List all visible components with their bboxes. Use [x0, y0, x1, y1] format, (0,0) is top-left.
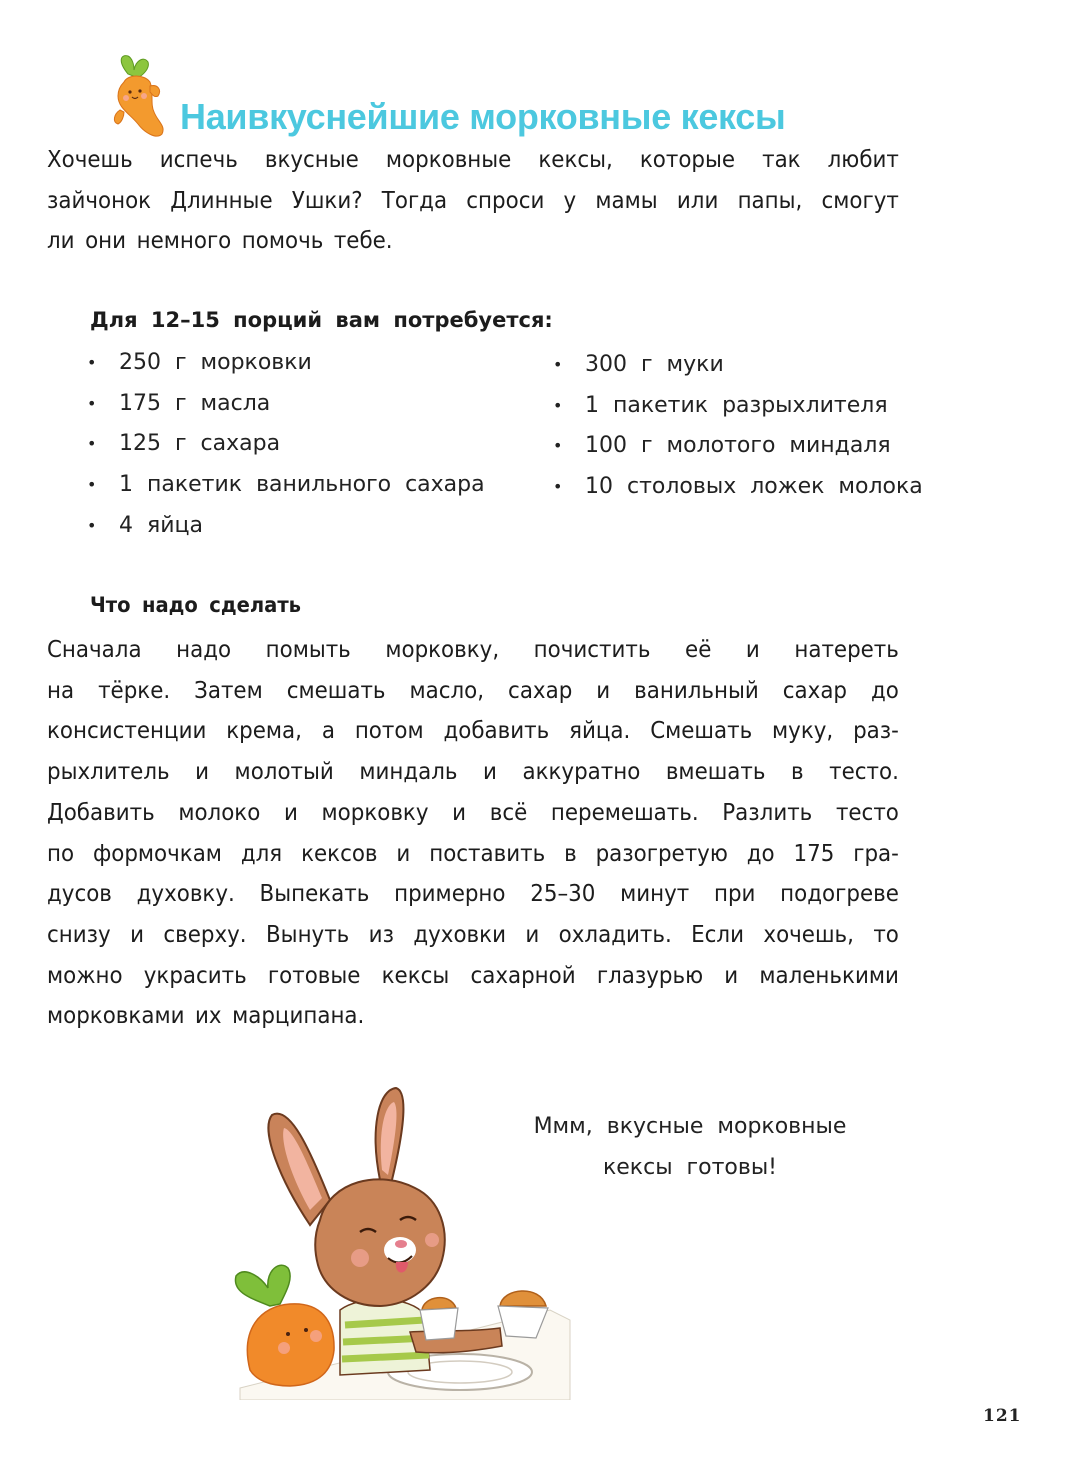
- recipe-title-row: [104, 52, 904, 142]
- steps-line: можно украсить готовые кексы сахарной глазурью и маленькими: [47, 962, 899, 989]
- intro-line: зайчонок Длинные Ушки? Тогда спроси у мамы или папы, смогут: [47, 187, 899, 214]
- bullet-icon: •: [553, 436, 563, 456]
- ingredient-item: [553, 426, 923, 467]
- ingredient-text: 250 г морковки: [119, 350, 312, 375]
- bullet-icon: •: [553, 477, 563, 497]
- bullet-icon: •: [553, 355, 563, 374]
- ingredient-text: 100 г молотого миндаля: [585, 433, 891, 459]
- bullet-icon: •: [87, 393, 97, 413]
- ingredient-text: 1 пакетик ванильного сахара: [119, 472, 485, 498]
- speech-caption: [505, 1106, 875, 1188]
- steps-line: Сначала надо помыть морковку, почистить её и натереть: [47, 637, 899, 663]
- ingredient-item: [87, 384, 485, 425]
- bullet-icon: •: [87, 353, 97, 372]
- ingredient-item: [87, 465, 485, 506]
- ingredient-item: [553, 345, 923, 386]
- steps-line: снизу и сверху. Вынуть из духовки и охладить. Если хочешь, то: [47, 921, 899, 948]
- bullet-icon: •: [87, 434, 97, 454]
- steps-line: на тёрке. Затем смешать масло, сахар и ванильный сахар до: [47, 677, 899, 704]
- ingredient-item: [553, 467, 923, 508]
- steps-line: рыхлитель и молотый миндаль и аккуратно вмешать в тесто.: [47, 759, 899, 786]
- bullet-icon: •: [87, 515, 97, 535]
- intro-line: ли они немного помочь тебе.: [47, 228, 393, 255]
- speech-line: Ммм, вкусные морковные: [533, 1114, 847, 1139]
- ingredient-item: [87, 506, 485, 547]
- ingredient-text: 1 пакетик разрыхлителя: [585, 392, 888, 418]
- ingredient-item: [87, 343, 485, 384]
- steps-line: Добавить молоко и морковку и всё перемешать. Разлить тесто: [47, 799, 899, 826]
- ingredient-text: 300 г муки: [585, 352, 724, 377]
- steps-heading: Что надо сделать: [90, 593, 302, 617]
- ingredient-text: 10 столовых ложек молока: [585, 474, 923, 500]
- steps-line: дусов духовку. Выпекать примерно 25–30 минут при подогреве: [47, 881, 899, 908]
- ingredients-list-left: [87, 343, 485, 546]
- ingredients-list-right: [553, 345, 923, 508]
- intro-paragraph: [47, 140, 899, 262]
- steps-paragraph: [47, 630, 899, 1037]
- intro-line: Хочешь испечь вкусные морковные кексы, которые так любит: [47, 147, 899, 173]
- ingredient-text: 4 яйца: [119, 512, 203, 538]
- carrot-icon: [104, 52, 174, 140]
- speech-line: кексы готовы!: [602, 1155, 778, 1180]
- steps-line: консистенции крема, а потом добавить яйца. Смешать муку, раз-: [47, 718, 899, 745]
- ingredient-text: 175 г масла: [119, 390, 271, 416]
- page-number: 121: [983, 1406, 1022, 1426]
- ingredient-item: [553, 386, 923, 427]
- steps-line: морковками их марципана.: [47, 1003, 365, 1030]
- ingredient-item: [87, 424, 485, 465]
- bullet-icon: •: [553, 395, 563, 415]
- ingredients-heading: Для 12–15 порций вам потребуется:: [90, 308, 553, 332]
- ingredient-text: 125 г сахара: [119, 431, 281, 457]
- recipe-title: Наивкуснейшие морковные кексы: [180, 96, 786, 137]
- bullet-icon: •: [87, 475, 97, 495]
- steps-line: по формочкам для кексов и поставить в разогретую до 175 гра-: [47, 840, 899, 867]
